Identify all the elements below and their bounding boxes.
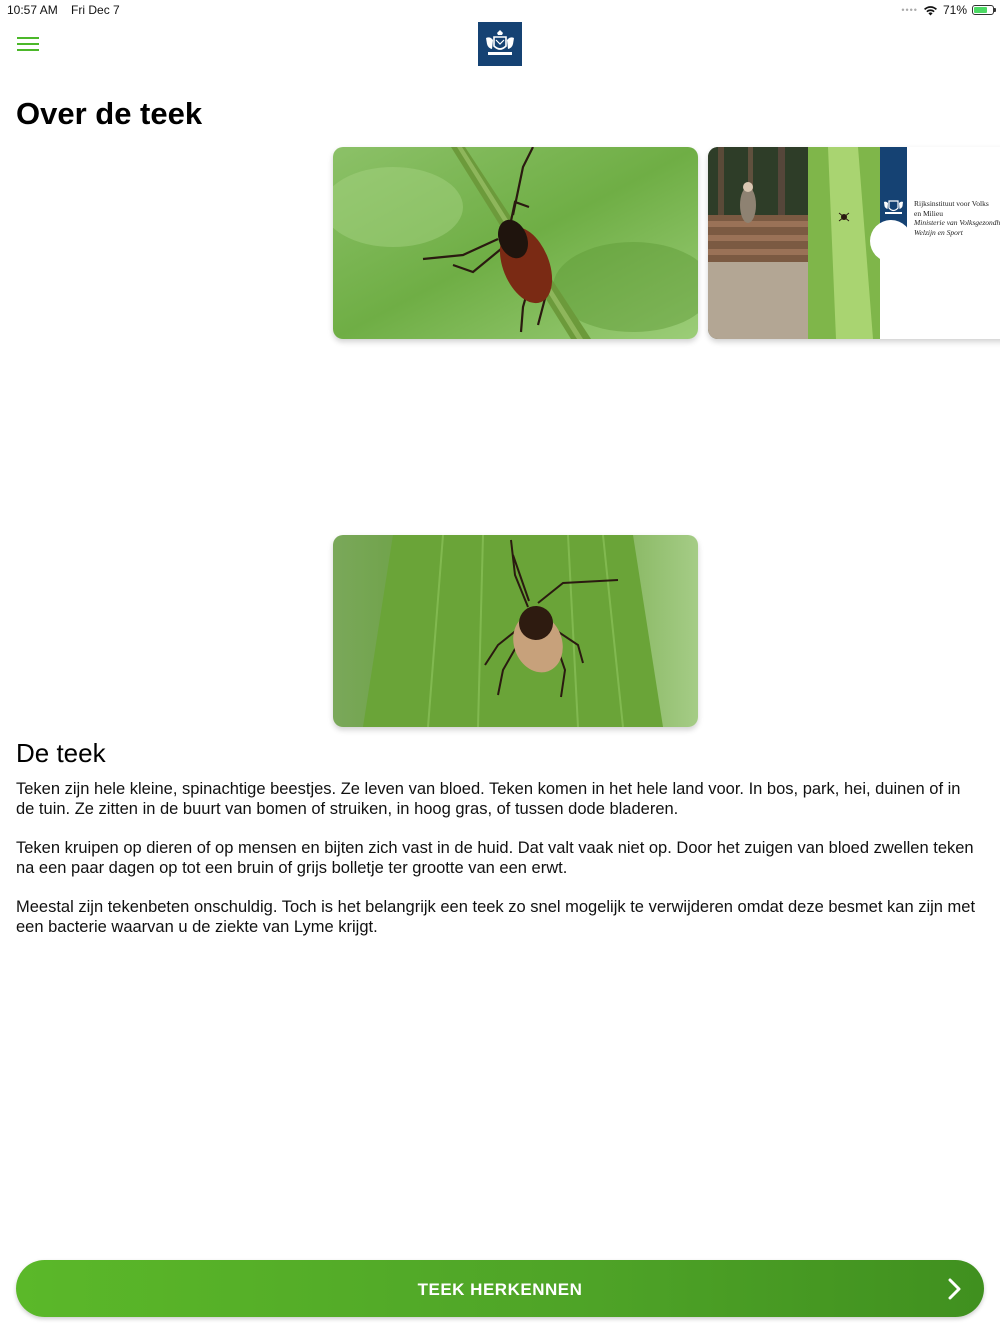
menu-line xyxy=(17,49,39,51)
video-credit-text xyxy=(914,199,1000,237)
tick-photo-leaf[interactable] xyxy=(333,535,698,727)
battery-percent: 71% xyxy=(942,3,967,17)
video-credit-overlay xyxy=(880,147,1000,339)
rijksoverheid-logo xyxy=(478,22,522,66)
credit-line-2: en Milieu xyxy=(914,208,943,218)
status-time-date xyxy=(7,3,130,17)
rijksoverheid-logo-bar xyxy=(880,147,907,231)
credit-line-1: Rijksinstituut voor Volks xyxy=(914,199,989,208)
hamburger-menu-icon[interactable] xyxy=(17,33,39,53)
teek-herkennen-button[interactable] xyxy=(16,1260,984,1317)
credit-line-4: Welzijn en Sport xyxy=(914,227,963,237)
credit-line-3: Ministerie van Volksgezondh xyxy=(914,218,1000,227)
status-bar xyxy=(0,0,1000,20)
page-title: Over de teek xyxy=(16,96,203,131)
menu-line xyxy=(17,43,39,45)
status-indicators xyxy=(901,3,994,17)
article-body xyxy=(16,779,981,956)
wifi-icon xyxy=(923,5,938,16)
video-play-indicator[interactable] xyxy=(870,220,912,262)
battery-icon xyxy=(972,5,994,15)
status-date: Fri Dec 7 xyxy=(71,3,120,17)
battery-level-fill xyxy=(974,7,987,13)
article-paragraph: Meestal zijn tekenbeten onschuldig. Toch is het belangrijk een teek zo snel mogelijk te verwijderen omdat deze besmet kan zijn met een bacterie waarvan u de ziekte van Lyme krijgt. xyxy=(16,898,976,936)
section-heading: De teek xyxy=(16,738,106,768)
coat-of-arms-icon xyxy=(880,147,907,231)
menu-line xyxy=(17,37,39,39)
status-time: 10:57 AM xyxy=(7,3,58,17)
article-paragraph: Teken kruipen op dieren of op mensen en bijten zich vast in de huid. Dat valt vaak niet op. Door het zuigen van bloed zwellen teken na een paar dagen op tot een bruin of grijs bolletje ter grootte van een erwt. xyxy=(16,839,974,877)
chevron-right-icon xyxy=(948,1278,962,1300)
signal-dots-icon: •••• xyxy=(901,5,918,15)
article-paragraph: Teken zijn hele kleine, spinachtige beestjes. Ze leven van bloed. Teken komen in het hele land voor. In bos, park, hei, duinen of in de tuin. Ze zitten in de buurt van bomen of struiken, in hoog gras, of tussen dode bladeren. xyxy=(16,780,961,818)
cta-label: TEEK HERKENNEN xyxy=(417,1280,583,1299)
coat-of-arms-icon xyxy=(483,30,517,58)
tick-photo-grass-stem[interactable] xyxy=(333,147,698,339)
